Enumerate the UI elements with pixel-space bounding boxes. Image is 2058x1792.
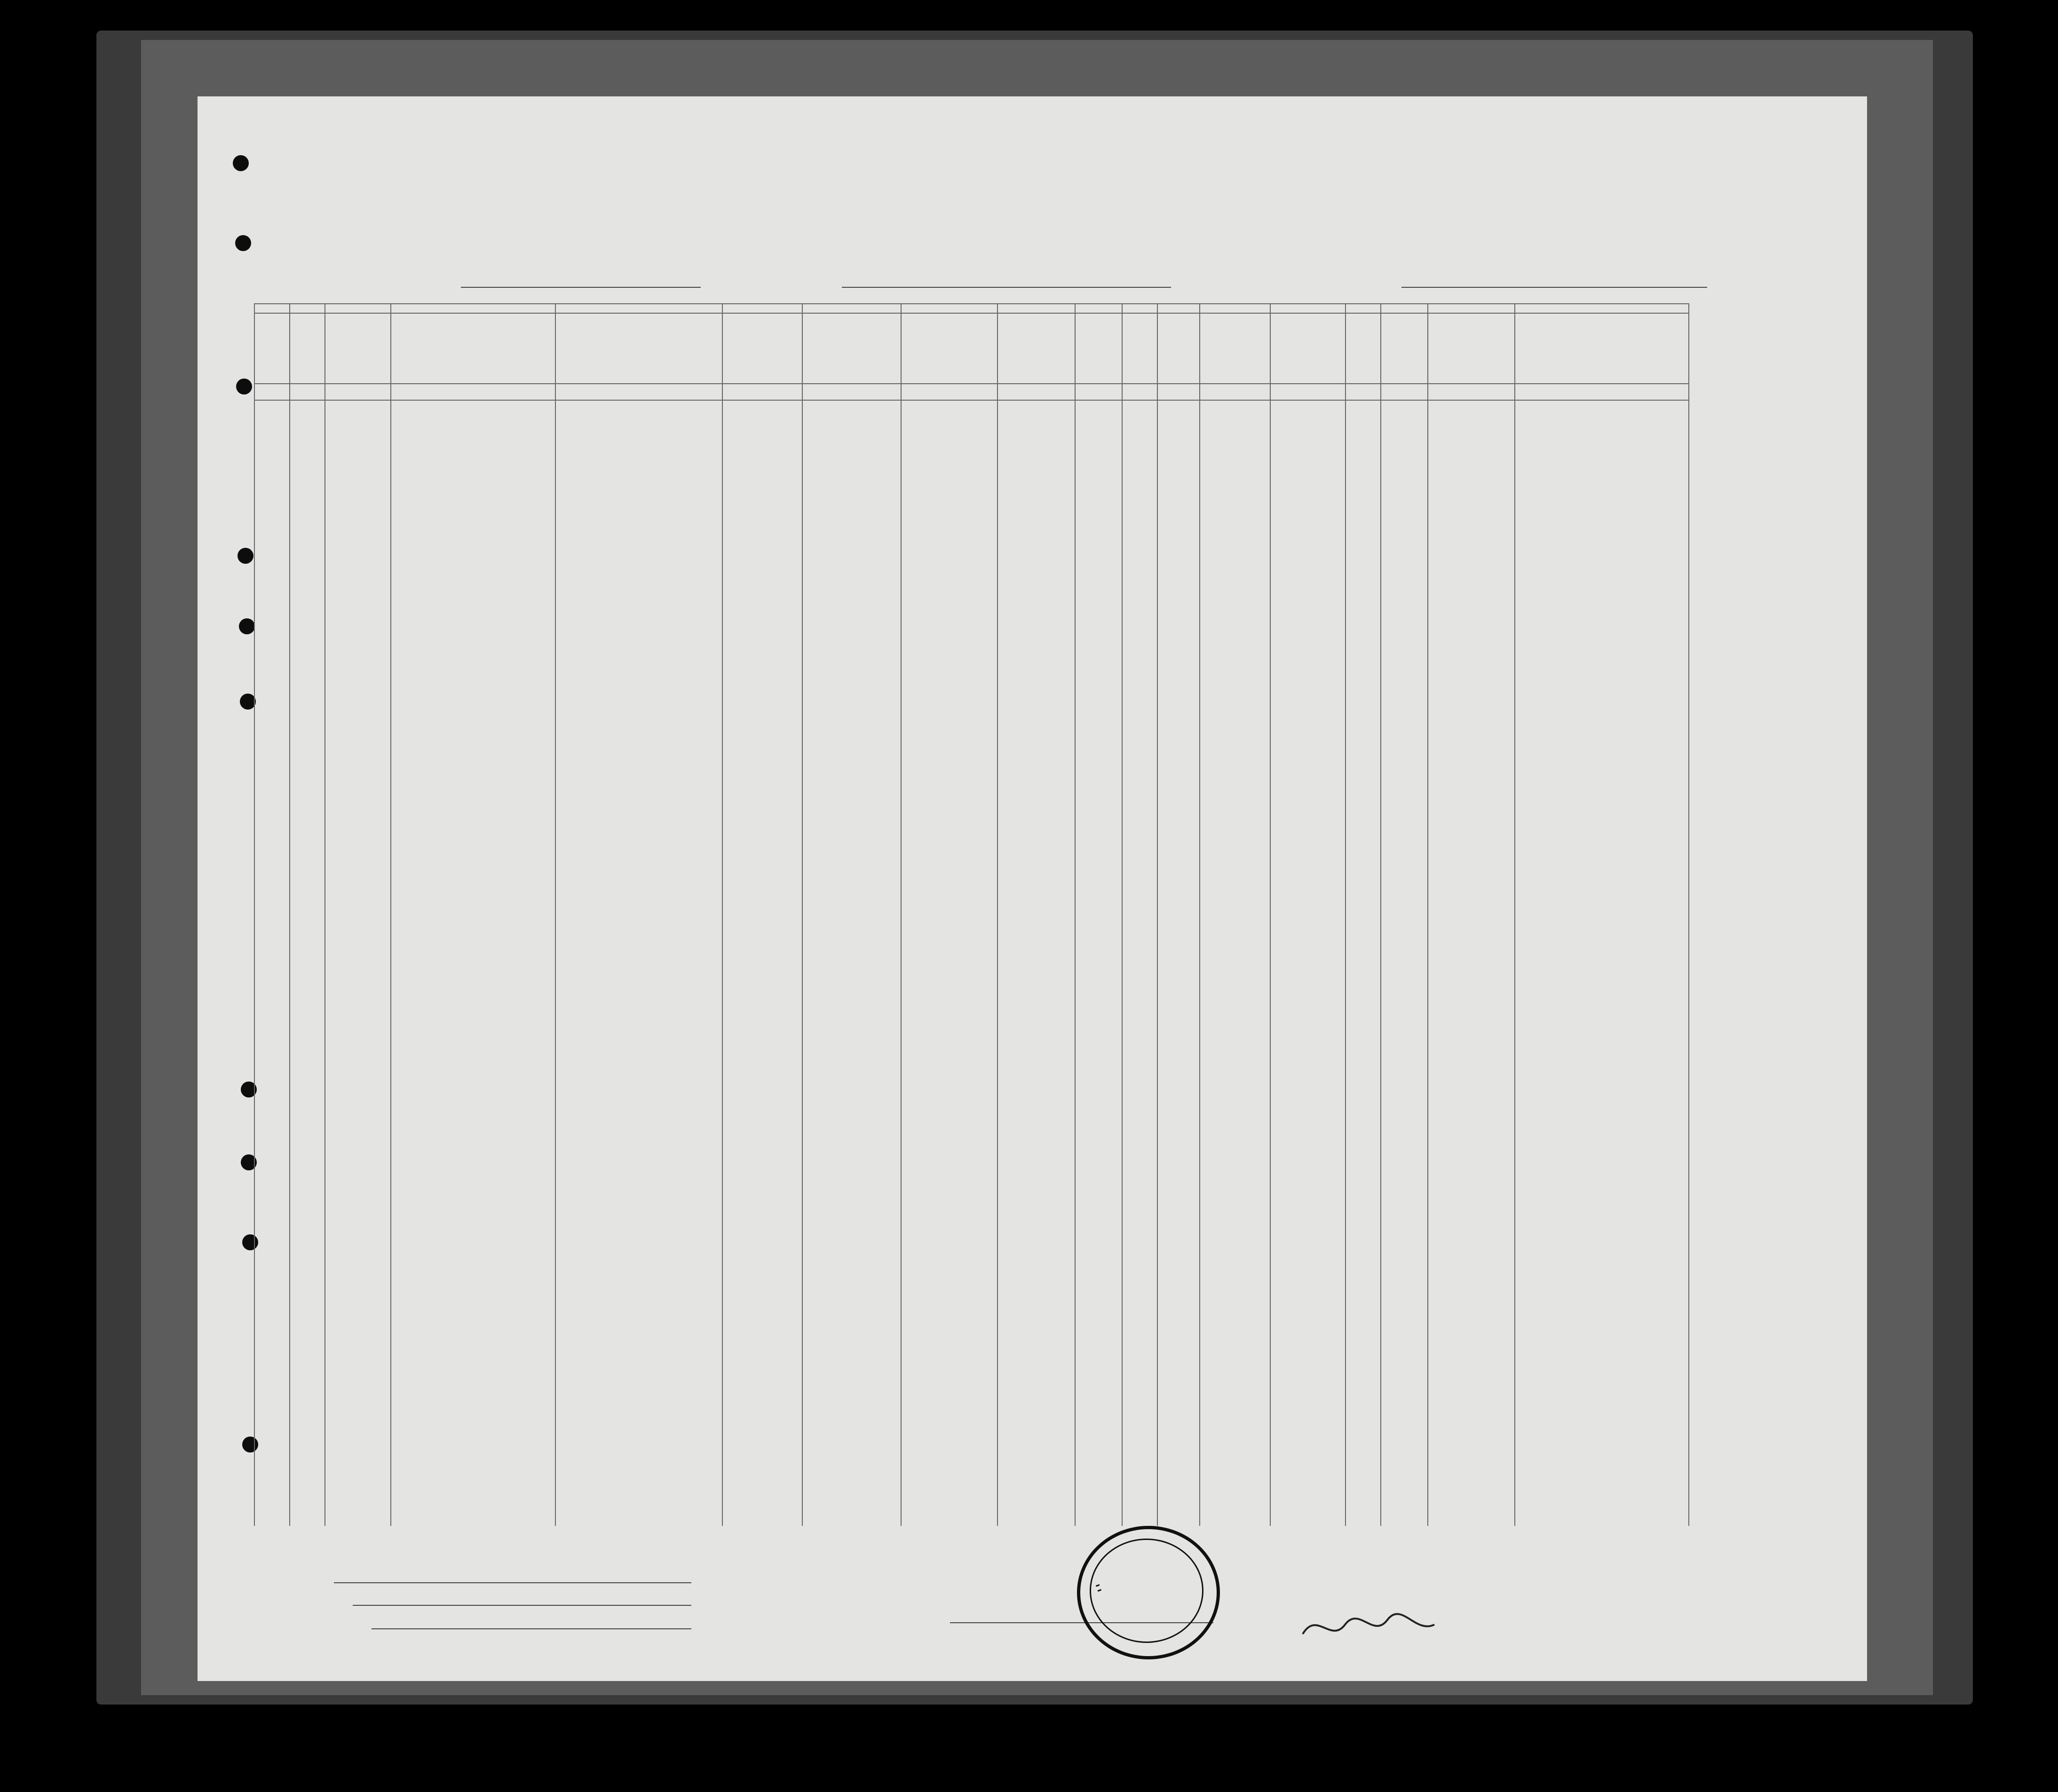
column-rule [555, 303, 556, 1526]
binder-hole [240, 694, 256, 710]
column-rule [1270, 303, 1271, 1526]
column-rule [1199, 303, 1200, 1526]
header-rule [254, 400, 1688, 401]
column-rule [802, 303, 803, 1526]
arriving-underline [842, 287, 1171, 288]
manifest-sheet [198, 96, 1867, 1681]
column-rule [901, 303, 902, 1526]
column-rule [390, 303, 391, 1526]
agents-underline [372, 1628, 691, 1629]
sheet-number [1674, 127, 1684, 165]
column-rule [722, 303, 723, 1526]
office-stamp [1077, 1526, 1220, 1659]
binder-hole [233, 155, 249, 171]
binder-hole [235, 235, 251, 251]
vessel-underline [461, 287, 701, 288]
column-rule [1514, 303, 1515, 1526]
column-rule [1157, 303, 1158, 1526]
column-rule [1427, 303, 1428, 1526]
column-rule [254, 303, 255, 1526]
crew-table [254, 303, 1717, 1526]
column-rule [997, 303, 998, 1526]
owners-underline [353, 1605, 691, 1606]
column-rule [1380, 303, 1381, 1526]
binder-hole [239, 618, 255, 634]
binder-hole [236, 379, 252, 395]
column-rule [1122, 303, 1123, 1526]
office-stamp-inner-ring [1090, 1539, 1203, 1643]
binder-hole [237, 548, 253, 564]
from-underline [1401, 287, 1707, 288]
column-rule [1688, 303, 1689, 1526]
header-rule [254, 303, 1688, 304]
header-rule [254, 313, 1688, 314]
column-rule [289, 303, 290, 1526]
column-rule [1345, 303, 1346, 1526]
officer-signature-scribble [1298, 1606, 1439, 1648]
column-rule [1075, 303, 1076, 1526]
line-underline [334, 1582, 691, 1583]
header-rule [254, 383, 1688, 384]
